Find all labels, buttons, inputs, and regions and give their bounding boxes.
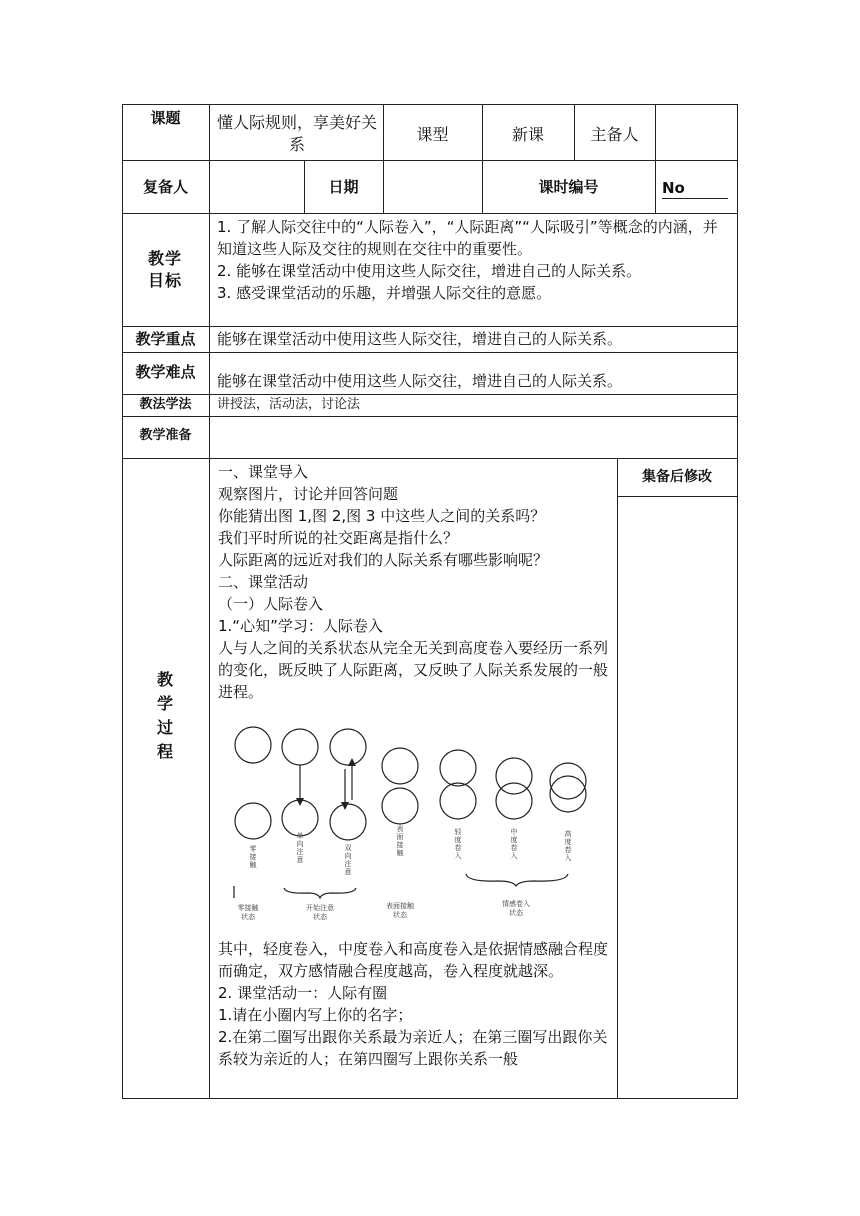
involvement-diagram — [218, 716, 614, 936]
grid-line — [122, 458, 738, 459]
process-line: （一）人际卷入 — [218, 595, 324, 613]
stage-label: 意 — [344, 868, 352, 876]
process-line: 1.请在小圈内写上你的名字； — [218, 1006, 413, 1024]
stage-label: 注 — [344, 860, 352, 868]
process-line: 1.“心知”学习：人际卷入 — [218, 617, 383, 635]
group-label: 开始注意 — [306, 904, 334, 912]
grid-line — [617, 496, 738, 497]
circle — [330, 804, 366, 840]
process-line: 你能猜出图 1,图 2,图 3 中这些人之间的关系吗？ — [218, 507, 546, 525]
process-content — [218, 461, 614, 703]
stage-label: 向 — [296, 840, 304, 848]
focus-value: 能够在课堂活动中使用这些人际交往，增进自己的人际关系。 — [217, 330, 623, 348]
stage-label: 注 — [296, 848, 304, 856]
brace — [284, 888, 356, 898]
stage-label: 度 — [454, 836, 462, 844]
process-paragraph: 人与人之间的关系状态从完全无关到高度卷入要经历一系列的变化，既反映了人际距离，又反映了人际关系发展的一般进程。 — [218, 639, 609, 701]
circle — [330, 729, 366, 765]
circle — [382, 748, 418, 784]
process-label — [150, 668, 180, 764]
stage-label: 面 — [396, 833, 404, 841]
process-label-char: 学 — [156, 694, 173, 713]
prep-label: 教学准备 — [139, 428, 192, 443]
grid-line — [655, 104, 656, 213]
circle — [282, 729, 318, 765]
objectives-label-line: 目标 — [147, 270, 182, 290]
type-value: 新课 — [511, 125, 544, 144]
stage-label: 卷 — [510, 844, 518, 852]
topic-label: 课题 — [150, 109, 181, 127]
grid-line — [122, 160, 738, 161]
circle — [496, 783, 532, 819]
arrowhead — [341, 802, 349, 810]
group-label: 状态 — [509, 909, 523, 917]
grid-line — [737, 104, 738, 1099]
stage-label: 零 — [249, 845, 257, 853]
grid-line — [122, 1098, 738, 1099]
group-label: 情感卷入 — [502, 900, 530, 908]
stage-label: 轻 — [454, 828, 462, 836]
type-label: 课型 — [416, 125, 449, 144]
stage-label: 度 — [564, 838, 572, 846]
group-label: 状态 — [393, 911, 407, 919]
circle — [382, 788, 418, 824]
process-line: 二、课堂活动 — [218, 573, 309, 591]
date-label: 日期 — [328, 178, 359, 196]
methods-value: 讲授法，活动法，讨论法 — [217, 397, 361, 412]
stage-label: 卷 — [454, 844, 462, 852]
process-line: 人际距离的远近对我们的人际关系有哪些影响呢？ — [218, 551, 549, 569]
arrowhead — [296, 798, 304, 806]
revise-label: 集备后修改 — [642, 469, 712, 485]
focus-label: 教学重点 — [135, 330, 196, 348]
group-label: 状态 — [313, 913, 327, 921]
stage-label: 接 — [249, 853, 257, 861]
process-label-char: 过 — [156, 718, 173, 737]
grid-line — [383, 104, 384, 213]
stage-label: 度 — [510, 836, 518, 844]
objective-item: 2. 能够在课堂活动中使用这些人际交往，增进自己的人际关系。 — [217, 262, 642, 280]
stage-label: 中 — [510, 828, 518, 836]
process-line: 观察图片，讨论并回答问题 — [218, 485, 399, 503]
process-content-lower — [218, 938, 614, 1070]
stage-label: 双 — [344, 844, 352, 852]
circle — [440, 750, 476, 786]
process-line: 2. 课堂活动一：人际有圈 — [218, 984, 388, 1002]
grid-line — [122, 104, 123, 1099]
stage-label: 入 — [564, 854, 572, 862]
stage-label: 卷 — [564, 846, 572, 854]
process-line: 一、课堂导入 — [218, 463, 309, 481]
stage-label: 单 — [296, 832, 304, 840]
process-paragraph: 2.在第二圈写出跟你关系最为亲近人；在第三圈写出跟你关系较为亲近的人；在第四圈写上跟你关系一般 — [218, 1028, 608, 1068]
process-line: 我们平时所说的社交距离是指什么？ — [218, 529, 459, 547]
grid-line — [209, 104, 210, 1099]
circle — [235, 727, 271, 763]
group-label: 零接触 — [237, 904, 259, 912]
difficulty-value: 能够在课堂活动中使用这些人际交往，增进自己的人际关系。 — [217, 372, 623, 390]
topic-value: 懂人际规则，享美好关系 — [216, 113, 377, 154]
objective-item: 1. 了解人际交往中的“人际卷入”，“人际距离”“人际吸引”等概念的内涵，并知道这些人际及交往的规则在交往中的重要性。 — [217, 218, 718, 258]
circle — [235, 803, 271, 839]
process-label-char: 教 — [156, 670, 173, 689]
objective-item: 3. 感受课堂活动的乐趣，并增强人际交往的意愿。 — [217, 284, 552, 302]
arrowhead — [348, 758, 356, 766]
brace — [466, 874, 568, 886]
no-label: No — [662, 178, 728, 199]
stage-label: 表 — [396, 825, 404, 833]
lead-label: 主备人 — [590, 125, 639, 144]
period-label: 课时编号 — [538, 178, 599, 196]
co-label: 复备人 — [142, 178, 188, 196]
group-label: 表面接触 — [386, 902, 414, 910]
stage-label: 入 — [454, 852, 462, 860]
stage-label: 触 — [249, 861, 257, 869]
stage-label: 触 — [396, 849, 404, 857]
objectives-label-line: 教学 — [147, 249, 182, 268]
group-label: 状态 — [241, 913, 255, 921]
grid-line — [122, 352, 738, 353]
grid-line — [122, 416, 738, 417]
stage-label: 向 — [344, 852, 352, 860]
grid-line — [617, 458, 618, 1099]
methods-label: 教法学法 — [139, 397, 192, 412]
stage-label: 接 — [396, 841, 404, 849]
stage-label: 高 — [564, 830, 572, 838]
stage-label: 入 — [510, 852, 518, 860]
difficulty-label: 教学难点 — [135, 363, 196, 381]
process-label-char: 程 — [156, 742, 173, 761]
process-paragraph: 其中，轻度卷入，中度卷入和高度卷入是依据情感融合程度而确定，双方感情融合程度越高，卷入程度就越深。 — [218, 940, 609, 980]
objectives-label — [135, 248, 195, 291]
grid-line — [122, 104, 738, 105]
grid-line — [122, 326, 738, 327]
circle — [440, 783, 476, 819]
grid-line — [122, 213, 738, 214]
stage-label: 意 — [296, 856, 304, 864]
